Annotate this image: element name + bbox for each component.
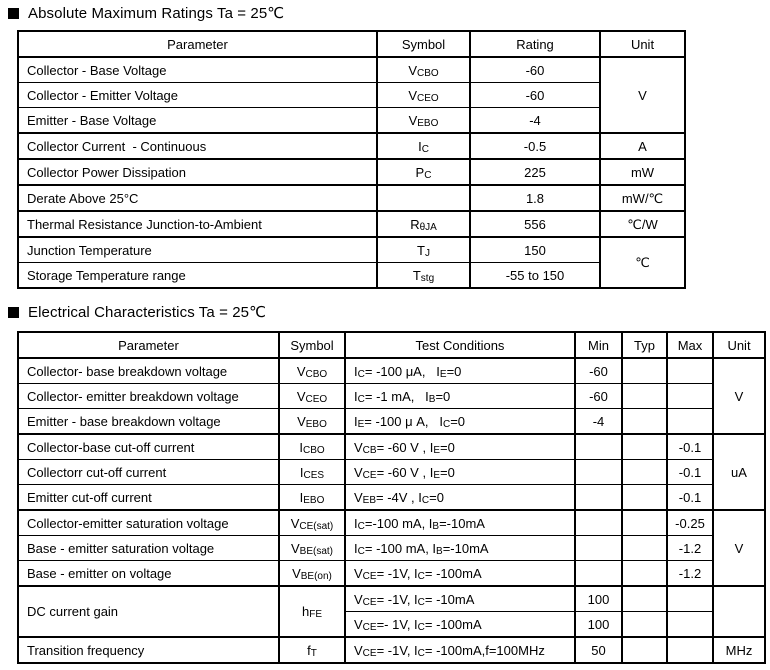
section-title-abs-max: Absolute Maximum Ratings Ta = 25℃	[28, 5, 285, 22]
cell-symbol: $I_{CES}$	[279, 460, 345, 485]
cell-parameter: Junction Temperature	[18, 237, 377, 263]
cell-typ	[622, 460, 667, 485]
cell-test-conditions: $V_{CE}= -1V$, $I_C= -10mA$	[345, 586, 575, 612]
abs-max-table	[17, 30, 686, 289]
cell-symbol: $h_{FE}$	[279, 586, 345, 637]
table-row	[18, 485, 765, 511]
cell-symbol: $R_{\theta JA}$	[377, 211, 470, 237]
cell-rating: 1.8	[470, 185, 600, 211]
cell-min: -60	[575, 358, 622, 384]
cell-min: -60	[575, 384, 622, 409]
cell-symbol: $I_{CBO}$	[279, 434, 345, 460]
table-row	[18, 637, 765, 663]
table-header-row	[18, 31, 685, 57]
cell-symbol	[377, 185, 470, 211]
cell-test-conditions: $V_{CB}= -60$ V , $I_E=0$	[345, 434, 575, 460]
column-header-symbol: Symbol	[279, 332, 345, 358]
column-header-unit: Unit	[713, 332, 765, 358]
cell-test-conditions: $V_{CE}=-$ 1V, $I_C= -100mA$	[345, 612, 575, 638]
cell-parameter: Collector Power Dissipation	[18, 159, 377, 185]
cell-unit: MHz	[713, 637, 765, 663]
cell-parameter: Collector- emitter breakdown voltage	[18, 384, 279, 409]
cell-symbol: $T_{stg}$	[377, 263, 470, 289]
cell-test-conditions: $I_E= -100$ μ A, $I_C=0$	[345, 409, 575, 435]
table-row	[18, 108, 685, 134]
cell-max	[667, 637, 713, 663]
table-row	[18, 358, 765, 384]
cell-min	[575, 485, 622, 511]
table-row	[18, 133, 685, 159]
cell-parameter: Storage Temperature range	[18, 263, 377, 289]
cell-max	[667, 384, 713, 409]
cell-typ	[622, 612, 667, 638]
cell-test-conditions: $V_{CE}= -1V$, $I_C= -100mA,f=100MHz$	[345, 637, 575, 663]
cell-typ	[622, 561, 667, 587]
cell-symbol: $V_{CE(sat)}$	[279, 510, 345, 536]
cell-min	[575, 460, 622, 485]
table-header-row	[18, 332, 765, 358]
table-row	[18, 586, 765, 612]
column-header-rating: Rating	[470, 31, 600, 57]
table-row	[18, 409, 765, 435]
column-header-parameter: Parameter	[18, 332, 279, 358]
cell-min: 100	[575, 586, 622, 612]
table-row	[18, 211, 685, 237]
table-row	[18, 561, 765, 587]
cell-symbol: $V_{EBO}$	[377, 108, 470, 134]
cell-symbol: $V_{EBO}$	[279, 409, 345, 435]
cell-max: -0.1	[667, 434, 713, 460]
cell-parameter: Emitter cut-off current	[18, 485, 279, 511]
cell-test-conditions: $I_C= -1$ mA, $I_B=0$	[345, 384, 575, 409]
table-row	[18, 384, 765, 409]
cell-parameter: Collector-base cut-off current	[18, 434, 279, 460]
cell-typ	[622, 536, 667, 561]
cell-symbol: $I_{EBO}$	[279, 485, 345, 511]
cell-unit: V	[713, 358, 765, 434]
column-header-typ: Typ	[622, 332, 667, 358]
table-row	[18, 57, 685, 83]
column-header-unit: Unit	[600, 31, 685, 57]
table-row	[18, 83, 685, 108]
cell-unit: ℃	[600, 237, 685, 288]
cell-unit: mW/℃	[600, 185, 685, 211]
cell-symbol: $V_{BE(sat)}$	[279, 536, 345, 561]
section-title-elec-char: Electrical Characteristics Ta = 25℃	[28, 304, 267, 321]
cell-symbol: $f_T$	[279, 637, 345, 663]
cell-parameter: Base - emitter saturation voltage	[18, 536, 279, 561]
cell-parameter: Transition frequency	[18, 637, 279, 663]
cell-rating: 556	[470, 211, 600, 237]
cell-test-conditions: $I_C=-100$ mA, $I_B=-10mA$	[345, 510, 575, 536]
cell-max	[667, 358, 713, 384]
cell-unit: A	[600, 133, 685, 159]
cell-symbol: $P_C$	[377, 159, 470, 185]
cell-unit: ℃/W	[600, 211, 685, 237]
column-header-test-conditions: Test Conditions	[345, 332, 575, 358]
table-row	[18, 536, 765, 561]
cell-parameter: Thermal Resistance Junction-to-Ambient	[18, 211, 377, 237]
cell-rating: -0.5	[470, 133, 600, 159]
column-header-symbol: Symbol	[377, 31, 470, 57]
cell-symbol: $V_{CEO}$	[279, 384, 345, 409]
cell-parameter: Collector - Base Voltage	[18, 57, 377, 83]
cell-min	[575, 510, 622, 536]
cell-typ	[622, 384, 667, 409]
cell-typ	[622, 434, 667, 460]
cell-max: -0.25	[667, 510, 713, 536]
cell-typ	[622, 409, 667, 435]
cell-typ	[622, 510, 667, 536]
cell-parameter: Collectorr cut-off current	[18, 460, 279, 485]
cell-symbol: $V_{CBO}$	[377, 57, 470, 83]
cell-parameter: Collector Current - Continuous	[18, 133, 377, 159]
cell-rating: 150	[470, 237, 600, 263]
cell-test-conditions: $V_{EB}= -4V$ , $I_C=0$	[345, 485, 575, 511]
table-row	[18, 460, 765, 485]
cell-rating: -60	[470, 83, 600, 108]
section-header-elec-char	[8, 303, 266, 321]
cell-parameter: Collector-emitter saturation voltage	[18, 510, 279, 536]
cell-typ	[622, 485, 667, 511]
cell-rating: -55 to 150	[470, 263, 600, 289]
cell-parameter: Collector- base breakdown voltage	[18, 358, 279, 384]
cell-test-conditions: $I_C= -100$ μA, $I_E=0$	[345, 358, 575, 384]
section-bullet-icon	[8, 307, 19, 318]
cell-unit: V	[600, 57, 685, 133]
cell-unit: uA	[713, 434, 765, 510]
cell-parameter: DC current gain	[18, 586, 279, 637]
cell-symbol: $T_J$	[377, 237, 470, 263]
table-row	[18, 237, 685, 263]
cell-symbol: $V_{CBO}$	[279, 358, 345, 384]
cell-test-conditions: $V_{CE}= -60$ V , $I_E=0$	[345, 460, 575, 485]
cell-parameter: Collector - Emitter Voltage	[18, 83, 377, 108]
cell-parameter: Emitter - base breakdown voltage	[18, 409, 279, 435]
cell-max: -1.2	[667, 536, 713, 561]
cell-min: 50	[575, 637, 622, 663]
table-row	[18, 434, 765, 460]
table-row	[18, 185, 685, 211]
table-row	[18, 510, 765, 536]
cell-parameter: Emitter - Base Voltage	[18, 108, 377, 134]
cell-max	[667, 409, 713, 435]
cell-symbol: $V_{BE(on)}$	[279, 561, 345, 587]
cell-parameter: Base - emitter on voltage	[18, 561, 279, 587]
section-header-abs-max	[8, 4, 284, 22]
cell-unit	[713, 586, 765, 637]
column-header-parameter: Parameter	[18, 31, 377, 57]
cell-parameter: Derate Above 25°C	[18, 185, 377, 211]
table-row	[18, 159, 685, 185]
cell-unit: V	[713, 510, 765, 586]
section-bullet-icon	[8, 8, 19, 19]
cell-min	[575, 561, 622, 587]
cell-max	[667, 586, 713, 612]
column-header-max: Max	[667, 332, 713, 358]
cell-max: -0.1	[667, 485, 713, 511]
cell-symbol: $I_C$	[377, 133, 470, 159]
cell-min	[575, 536, 622, 561]
cell-max	[667, 612, 713, 638]
cell-min: -4	[575, 409, 622, 435]
cell-rating: 225	[470, 159, 600, 185]
cell-max: -0.1	[667, 460, 713, 485]
cell-typ	[622, 586, 667, 612]
cell-test-conditions: $I_C= -100$ mA, $I_B=-10mA$	[345, 536, 575, 561]
cell-rating: -60	[470, 57, 600, 83]
elec-char-table	[17, 331, 766, 664]
cell-typ	[622, 358, 667, 384]
cell-max: -1.2	[667, 561, 713, 587]
cell-typ	[622, 637, 667, 663]
cell-symbol: $V_{CEO}$	[377, 83, 470, 108]
cell-test-conditions: $V_{CE}= -1V$, $I_C= -100mA$	[345, 561, 575, 587]
cell-min	[575, 434, 622, 460]
table-row	[18, 263, 685, 289]
cell-unit: mW	[600, 159, 685, 185]
cell-min: 100	[575, 612, 622, 638]
column-header-min: Min	[575, 332, 622, 358]
cell-rating: -4	[470, 108, 600, 134]
